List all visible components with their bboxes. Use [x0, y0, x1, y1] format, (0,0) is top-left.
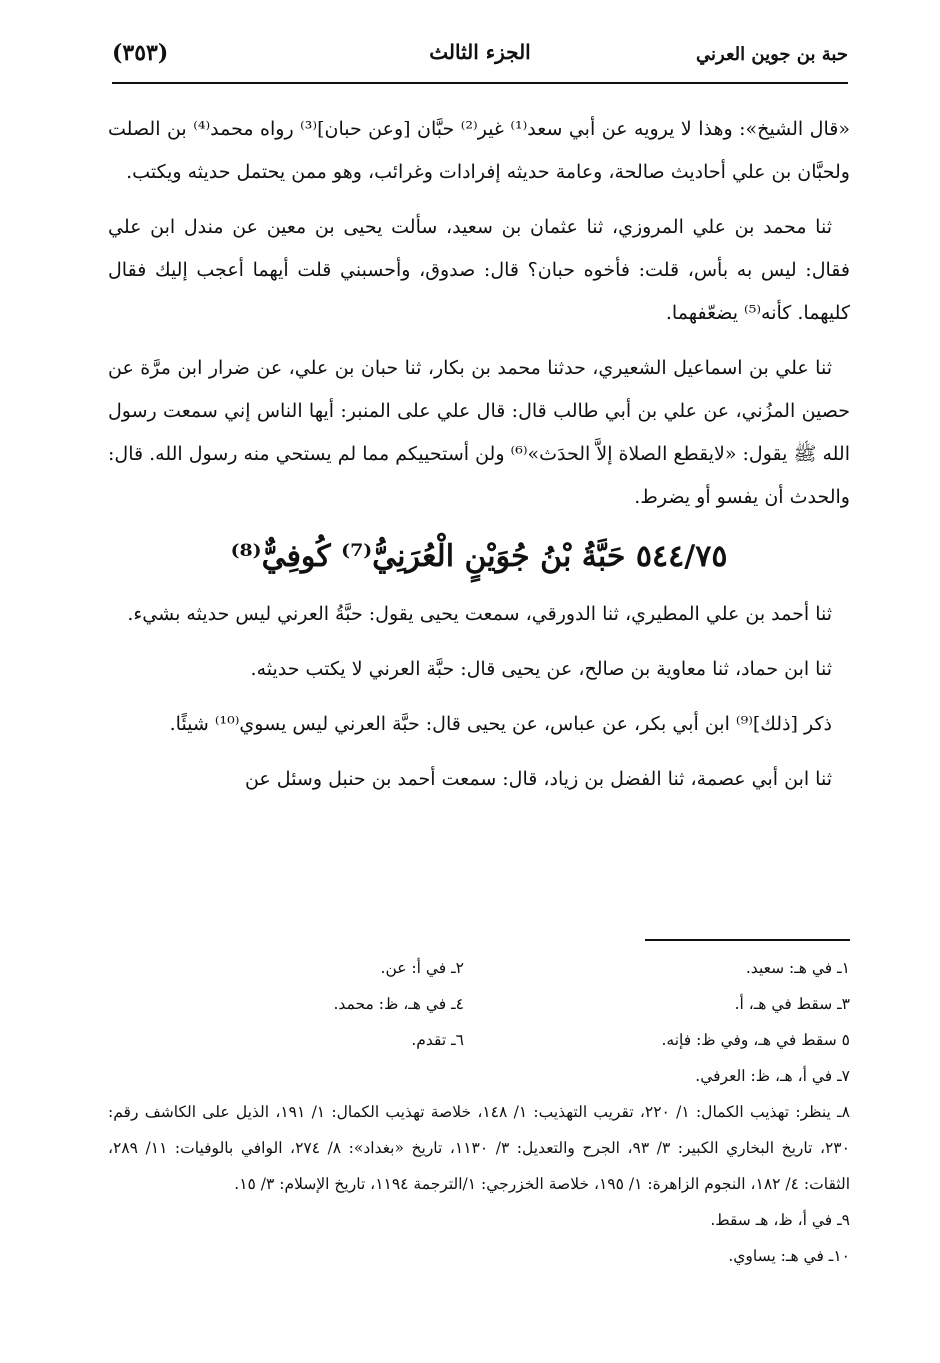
- paragraph: ثنا أحمد بن علي المطيري، ثنا الدورقي، سمعت يحيى يقول: حبَّةُ العرني ليس حديثه بشيء.: [127, 603, 832, 625]
- footnotes: [108, 950, 850, 1274]
- footnote-4: ٤ـ في هـ، ظ: محمد.: [333, 995, 464, 1013]
- footnote-10: ١٠ـ في هـ: يساوي.: [728, 1247, 850, 1265]
- page-number: (٣٥٣): [112, 40, 169, 66]
- header-divider: [112, 82, 848, 84]
- footnote-5: ٥ سقط في هـ، وفي ظ: فإنه.: [661, 1031, 850, 1049]
- section-heading: ٥٤٤/٧٥ حَبَّةُ بْنُ جُوَيْنٍ الْعُرَنِيُّ⁽⁷⁾ كُوفِيٌّ⁽⁸⁾: [230, 539, 728, 574]
- footnote-7: ٧ـ في أ، هـ، ظ: العرفي.: [695, 1067, 850, 1085]
- paragraph: ثنا علي بن اسماعيل الشعيري، حدثنا محمد بن بكار، ثنا حبان بن علي، عن ضرار ابن مرَّة عن حصين المزُني، عن علي بن أبي طالب قال: قال علي على المنبر: أيها الناس إني سمعت رسول الله ﷺ يقول: «لايقطع الصلاة إلاَّ الحدَث»⁽⁶⁾ ولن أستحييكم مما لم يستحي منه رسول الله. قال: والحدث أن يفسو أو يضرط.: [108, 357, 850, 508]
- footnote-8: ٨ـ ينظر: تهذيب الكمال: ١/ ٢٢٠، تقريب التهذيب: ١/ ١٤٨، خلاصة تهذيب الكمال: ١/ ١٩١، الذيل على الكاشف رقم: ٢٣٠، تاريخ البخاري الكبير: ٣/ ٩٣، الجرح والتعديل: ٣/ ١١٣٠، تاريخ «بغداد»: ٨/ ٢٧٤، الوافي بالوفيات: ١١/ ٢٨٩، الثقات: ٤/ ١٨٢، النجوم الزاهرة: ١/ ١٩٥، خلاصة الخزرجي: ١/الترجمة ١١٩٤، تاريخ الإسلام: ٣/ ١٥.: [108, 1103, 850, 1193]
- paragraph: ثنا ابن حماد، ثنا معاوية بن صالح، عن يحيى قال: حبَّة العرني لا يكتب حديثه.: [250, 658, 832, 680]
- volume-label: الجزء الثالث: [429, 40, 531, 64]
- paragraph: «قال الشيخ»: وهذا لا يرويه عن أبي سعد⁽¹⁾ غير⁽²⁾ حبَّان [وعن حبان]⁽³⁾ رواه محمد⁽⁴⁾ بن الصلت ولحبَّان بن علي أحاديث صالحة، وعامة حديثه إفرادات وغرائب، وهو ممن يحتمل حديثه ويكتب.: [108, 118, 850, 183]
- running-title: حبة بن جوين العرني: [696, 44, 848, 65]
- main-text: [108, 108, 850, 813]
- footnote-6: ٦ـ تقدم.: [411, 1031, 464, 1049]
- footnote-2: ٢ـ في أ: عن.: [380, 959, 464, 977]
- footnote-divider: [645, 939, 850, 941]
- footnote-3: ٣ـ سقط في هـ، أ.: [734, 995, 850, 1013]
- paragraph: ذكر [ذلك]⁽⁹⁾ ابن أبي بكر، عن عباس، عن يحيى قال: حبَّة العرني ليس يسوي⁽¹⁰⁾ شيئًا.: [169, 713, 832, 735]
- paragraph: ثنا ابن أبي عصمة، ثنا الفضل بن زياد، قال: سمعت أحمد بن حنبل وسئل عن: [244, 768, 832, 790]
- footnote-1: ١ـ في هـ: سعيد.: [745, 959, 850, 977]
- paragraph: ثنا محمد بن علي المروزي، ثنا عثمان بن سعيد، سألت يحيى بن معين عن مندل ابن علي فقال: ليس به بأس، قلت: فأخوه حبان؟ قال: صدوق، وأحسبني قلت أيهما أعجب إليك فقال كليهما. كأنه⁽⁵⁾ يضعّفهما.: [108, 216, 850, 324]
- page-header: [112, 40, 848, 80]
- footnote-9: ٩ـ في أ، ظ، هـ سقط.: [710, 1211, 850, 1229]
